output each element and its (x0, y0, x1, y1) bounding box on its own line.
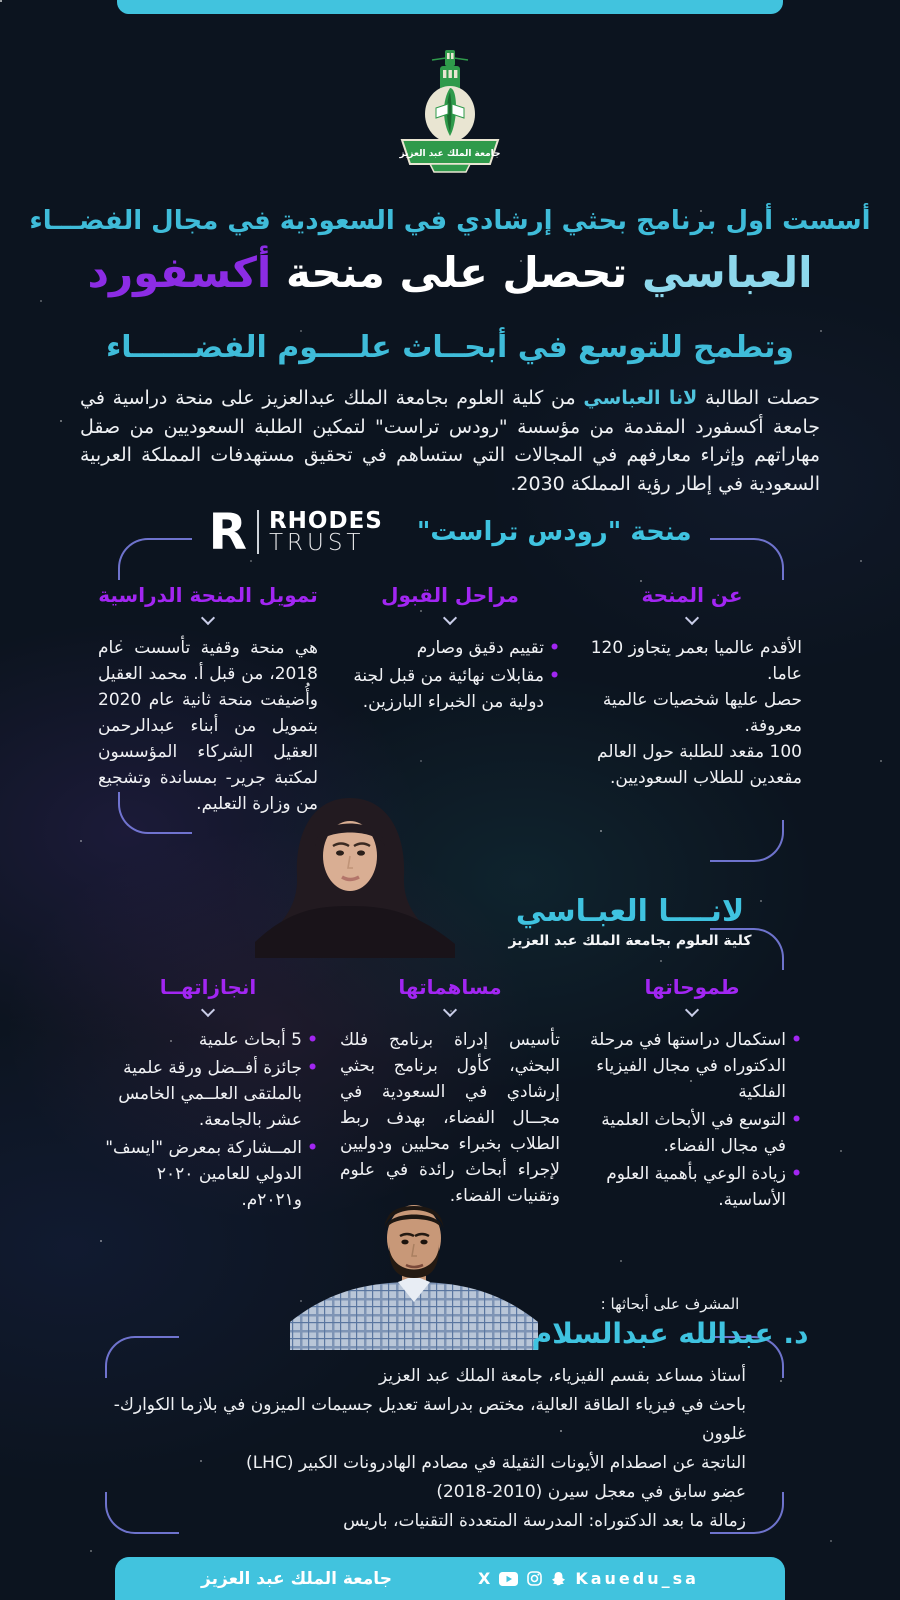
list-item: حصل عليها شخصيات عالمية معروفة. (602, 690, 802, 736)
rhodes-section-title: منحة "رودس تراست" (416, 517, 692, 547)
headline-main (0, 248, 900, 297)
list-item: الأقدم عالميا بعمر يتجاوز 120 عاما. (590, 638, 802, 684)
column-heading: تمويل المنحة الدراسية (98, 583, 318, 607)
chevron-down-icon (685, 611, 699, 625)
lana-column-achievements (92, 975, 324, 1215)
column-heading: مراحل القبول (381, 583, 519, 607)
supervisor-name: د. عبدالله عبدالسلام (531, 1317, 809, 1350)
rhodes-column-funding (92, 583, 324, 817)
chevron-down-icon (685, 1003, 699, 1017)
chevron-down-icon (443, 1003, 457, 1017)
rhodes-columns (92, 583, 808, 817)
list-item: • مقابلات نهائية من قبل لجنة دولية من الخبراء البارزين. (340, 663, 560, 715)
intro-after: من كلية العلوم بجامعة الملك عبدالعزيز على منحة دراسية في جامعة أكسفورد المقدمة من مؤسسة "رودس تراست" لتمكين الطلبة السعوديين من صقل مهاراتهم وإثراء معارفهم في المجالات التي ستساهم في تحقيق مستهدفات المملكة العربية السعودية في إطار رؤية المملكة 2030. (80, 387, 820, 495)
list-item: • المــشاركة بمعرض "ايسف" الدولي للعامين ٢٠٢٠ و٢٠٢١م. (98, 1135, 318, 1213)
footer-social-handle[interactable]: Kauedu_sa (575, 1569, 699, 1588)
bio-line: زمالة ما بعد الدكتوراه: المدرسة المتعددة التقنيات، باريس (343, 1511, 746, 1531)
chevron-down-icon (201, 1003, 215, 1017)
bio-line: الناتجة عن اصطدام الأيونات الثقيلة في مصادم الهادرونات الكبير (LHC) (246, 1453, 746, 1473)
rhodes-section-header (0, 503, 900, 561)
list-item: • جائزة أفــضل ورقة علمية بالملتقى العلــمي الخامس عشر بالجامعة. (98, 1055, 318, 1133)
lana-column-contributions (334, 975, 566, 1215)
chevron-down-icon (443, 611, 457, 625)
x-icon[interactable]: X (477, 1568, 491, 1588)
rhodes-trust-logo (208, 503, 383, 561)
supervisor-bio (90, 1362, 746, 1536)
rhodes-logo-icon: R (208, 503, 247, 561)
bio-line: عضو سابق في معجل سيرن (2010-2018) (436, 1482, 746, 1502)
supervisor-portrait-illustration (268, 1186, 560, 1350)
rhodes-logo-divider (257, 510, 259, 554)
list-item: هي منحة وقفية تأسست عام 2018، من قبل أ. محمد العقيل وأُضيفت منحة ثانية عام 2020 بتمويل من أبناء عبدالرحمن العقيل الشركاء المؤسسون لمكتبة جرير- بمساندة وتشجيع من وزارة التعليم. (98, 638, 318, 814)
kau-emblem-icon (392, 48, 508, 174)
rhodes-logo-word1: RHODES (268, 508, 383, 534)
supervisor-name-block (520, 1295, 820, 1350)
list-item: • استكمال دراستها في مرحلة الدكتوراه في مجال الفيزياء الفلكية (582, 1027, 802, 1105)
rhodes-column-about (576, 583, 808, 817)
list-item: • 5 أبحاث علمية (98, 1027, 318, 1053)
kau-logo (392, 48, 508, 178)
lana-column-ambitions (576, 975, 808, 1215)
lana-name-block (480, 894, 780, 949)
instagram-icon[interactable] (527, 1571, 542, 1586)
headline-middle: تحصل على منحة (285, 248, 628, 297)
intro-before: حصلت الطالبة (697, 387, 820, 409)
lana-columns (92, 975, 808, 1215)
starfield-background (0, 0, 2, 2)
lana-subtitle: كلية العلوم بجامعة الملك عبد العزيز (508, 933, 752, 949)
svg-text:جامعة الملك عبد العزيز: جامعة الملك عبد العزيز (399, 149, 501, 159)
list-item: تأسيس إدراة برنامج فلك البحثي، كأول برنامج بحثي إرشادي في السعودية في مجــال الفضاء، بهدف ربط الطلاب بخبراء محليين ودوليين لإجراء أبحاث رائدة في علوم وتقنيات الفضاء. (340, 1030, 560, 1206)
supervisor-label: المشرف على أبحاثها : (600, 1295, 740, 1313)
intro-highlight-name: لانا العباسي (583, 387, 698, 409)
headline-kicker: أسست أول برنامج بحثي إرشادي في السعودية في مجال الفضـــاء (29, 206, 871, 236)
footer-university-name: جامعة الملك عبد العزيز (201, 1568, 392, 1589)
column-heading: مساهماتها (398, 975, 502, 999)
chevron-down-icon (201, 611, 215, 625)
headline-oxford: أكسفورد (87, 248, 272, 297)
headline-subline: وتطمح للتوسع في أبحــاث علــــوم الفضــــــاء (105, 330, 795, 365)
supervisor-photo (268, 1186, 560, 1354)
intro-paragraph (80, 384, 820, 498)
rhodes-logo-word2: TRUST (268, 530, 365, 556)
footer-bar (115, 1557, 785, 1600)
list-item: • التوسع في الأبحاث العلمية في مجال الفضاء. (582, 1107, 802, 1159)
top-accent-bar (117, 0, 783, 14)
lana-name: لانــــا العبـاسي (515, 894, 745, 929)
headline-surname: العباسي (641, 248, 813, 297)
column-heading: طموحاتها (644, 975, 740, 999)
youtube-icon[interactable] (499, 1572, 518, 1586)
rhodes-column-stages (334, 583, 566, 817)
list-item: 100 مقعد للطلبة حول العالم مقعدين للطلاب السعوديين. (597, 742, 802, 788)
snapchat-icon[interactable] (551, 1571, 566, 1587)
list-item: • تقييم دقيق وصارم (340, 635, 560, 661)
column-heading: عن المنحة (641, 583, 743, 607)
footer-social-group[interactable] (478, 1569, 699, 1588)
column-heading: انجازاتهــا (159, 975, 257, 999)
bio-line: باحث في فيزياء الطاقة العالية، مختص بدراسة تعديل جسيمات الميزون في بلازما الكوارك-غلوون (113, 1395, 746, 1444)
bio-line: أستاذ مساعد بقسم الفيزياء، جامعة الملك عبد العزيز (379, 1366, 746, 1386)
rhodes-frame-bottom-right (710, 820, 784, 862)
list-item: • زيادة الوعي بأهمية العلوم الأساسية. (582, 1161, 802, 1213)
